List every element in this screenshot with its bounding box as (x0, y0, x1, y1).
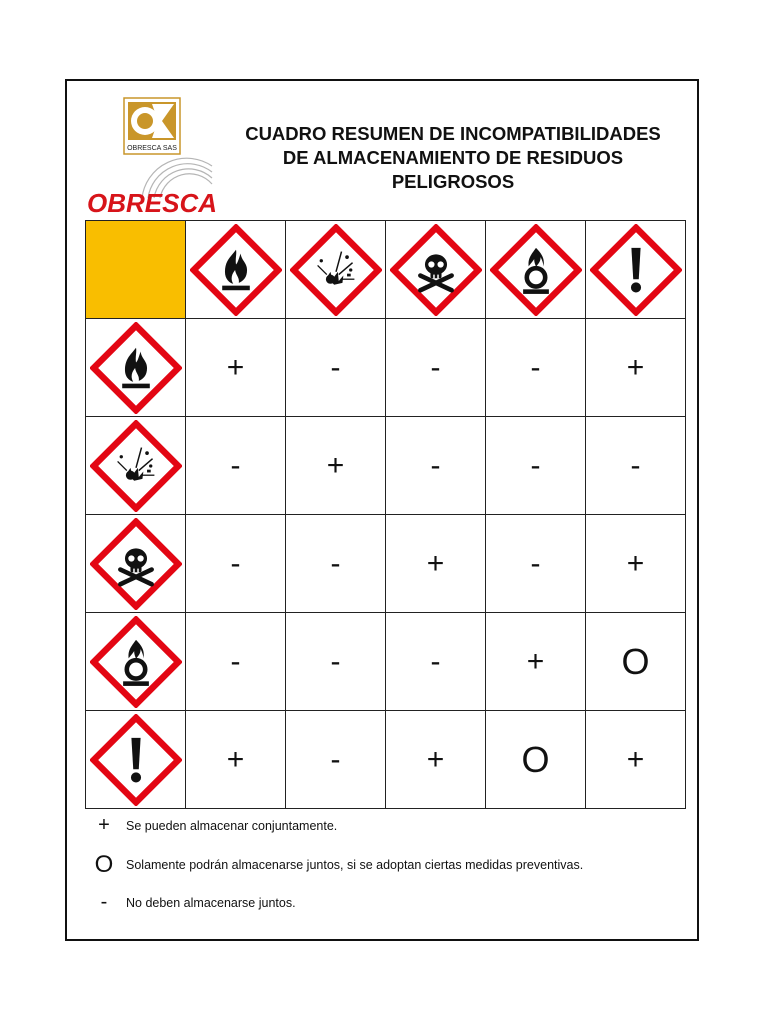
header-row (86, 221, 686, 319)
header-cell-exclamation (586, 221, 686, 319)
legend-item-incompatible (92, 891, 296, 914)
title-line-1: CUADRO RESUMEN DE INCOMPATIBILIDADES (245, 123, 661, 144)
table-cell: - (486, 319, 586, 417)
flammable-icon (190, 224, 282, 316)
row-header-oxidizer (86, 613, 186, 711)
toxic-skull-icon (90, 518, 182, 610)
legend-text: Solamente podrán almacenarse juntos, si se adoptan ciertas medidas preventivas. (126, 858, 584, 872)
table-row (86, 319, 686, 417)
legend-symbol: O (94, 851, 114, 878)
legend-text: No deben almacenarse juntos. (126, 895, 296, 910)
row-header-explosive (86, 417, 186, 515)
table-cell: - (386, 417, 486, 515)
table-cell: O (586, 613, 686, 711)
corner-cell (86, 221, 186, 319)
table-cell: O (486, 711, 586, 809)
table-cell: - (286, 319, 386, 417)
table-row (86, 711, 686, 809)
table-cell: + (586, 319, 686, 417)
flammable-icon (90, 322, 182, 414)
exclamation-icon (590, 224, 682, 316)
table-cell: - (386, 613, 486, 711)
logo-small-text: OBRESCA SAS (127, 145, 177, 152)
incompatibility-table (85, 220, 686, 809)
table-cell: + (186, 319, 286, 417)
table-cell: - (186, 417, 286, 515)
table-cell: + (286, 417, 386, 515)
header-cell-flammable (186, 221, 286, 319)
logo-brand-text: OBRESCA (86, 188, 218, 216)
row-header-flammable (86, 319, 186, 417)
explosive-icon (290, 224, 382, 316)
row-header-toxic (86, 515, 186, 613)
table-cell: - (186, 515, 286, 613)
table-cell: + (586, 515, 686, 613)
table-cell: + (386, 711, 486, 809)
table-cell: + (186, 711, 286, 809)
legend-text: Se pueden almacenar conjuntamente. (126, 818, 338, 833)
legend-symbol: - (100, 891, 108, 913)
table-cell: - (586, 417, 686, 515)
page-title (228, 122, 678, 194)
obresca-logo (82, 96, 222, 216)
oxidizer-icon (490, 224, 582, 316)
table-cell: + (386, 515, 486, 613)
header-cell-explosive (286, 221, 386, 319)
legend-symbol: + (98, 814, 110, 836)
table-cell: - (286, 711, 386, 809)
table-row (86, 417, 686, 515)
title-line-2: DE ALMACENAMIENTO DE RESIDUOS (282, 147, 624, 168)
oxidizer-icon (90, 616, 182, 708)
table-cell: - (286, 515, 386, 613)
table-row (86, 613, 686, 711)
table-cell: - (386, 319, 486, 417)
toxic-skull-icon (390, 224, 482, 316)
title-line-3: PELIGROSOS (391, 171, 515, 192)
row-header-exclamation (86, 711, 186, 809)
explosive-icon (90, 420, 182, 512)
table-row (86, 515, 686, 613)
header-cell-toxic (386, 221, 486, 319)
table-cell: + (586, 711, 686, 809)
table-cell: - (486, 515, 586, 613)
table-cell: + (486, 613, 586, 711)
table-cell: - (286, 613, 386, 711)
table-cell: - (486, 417, 586, 515)
legend-item-conditional (92, 851, 583, 879)
header-cell-oxidizer (486, 221, 586, 319)
legend-item-compatible (92, 814, 337, 837)
table-cell: - (186, 613, 286, 711)
exclamation-icon (90, 714, 182, 806)
